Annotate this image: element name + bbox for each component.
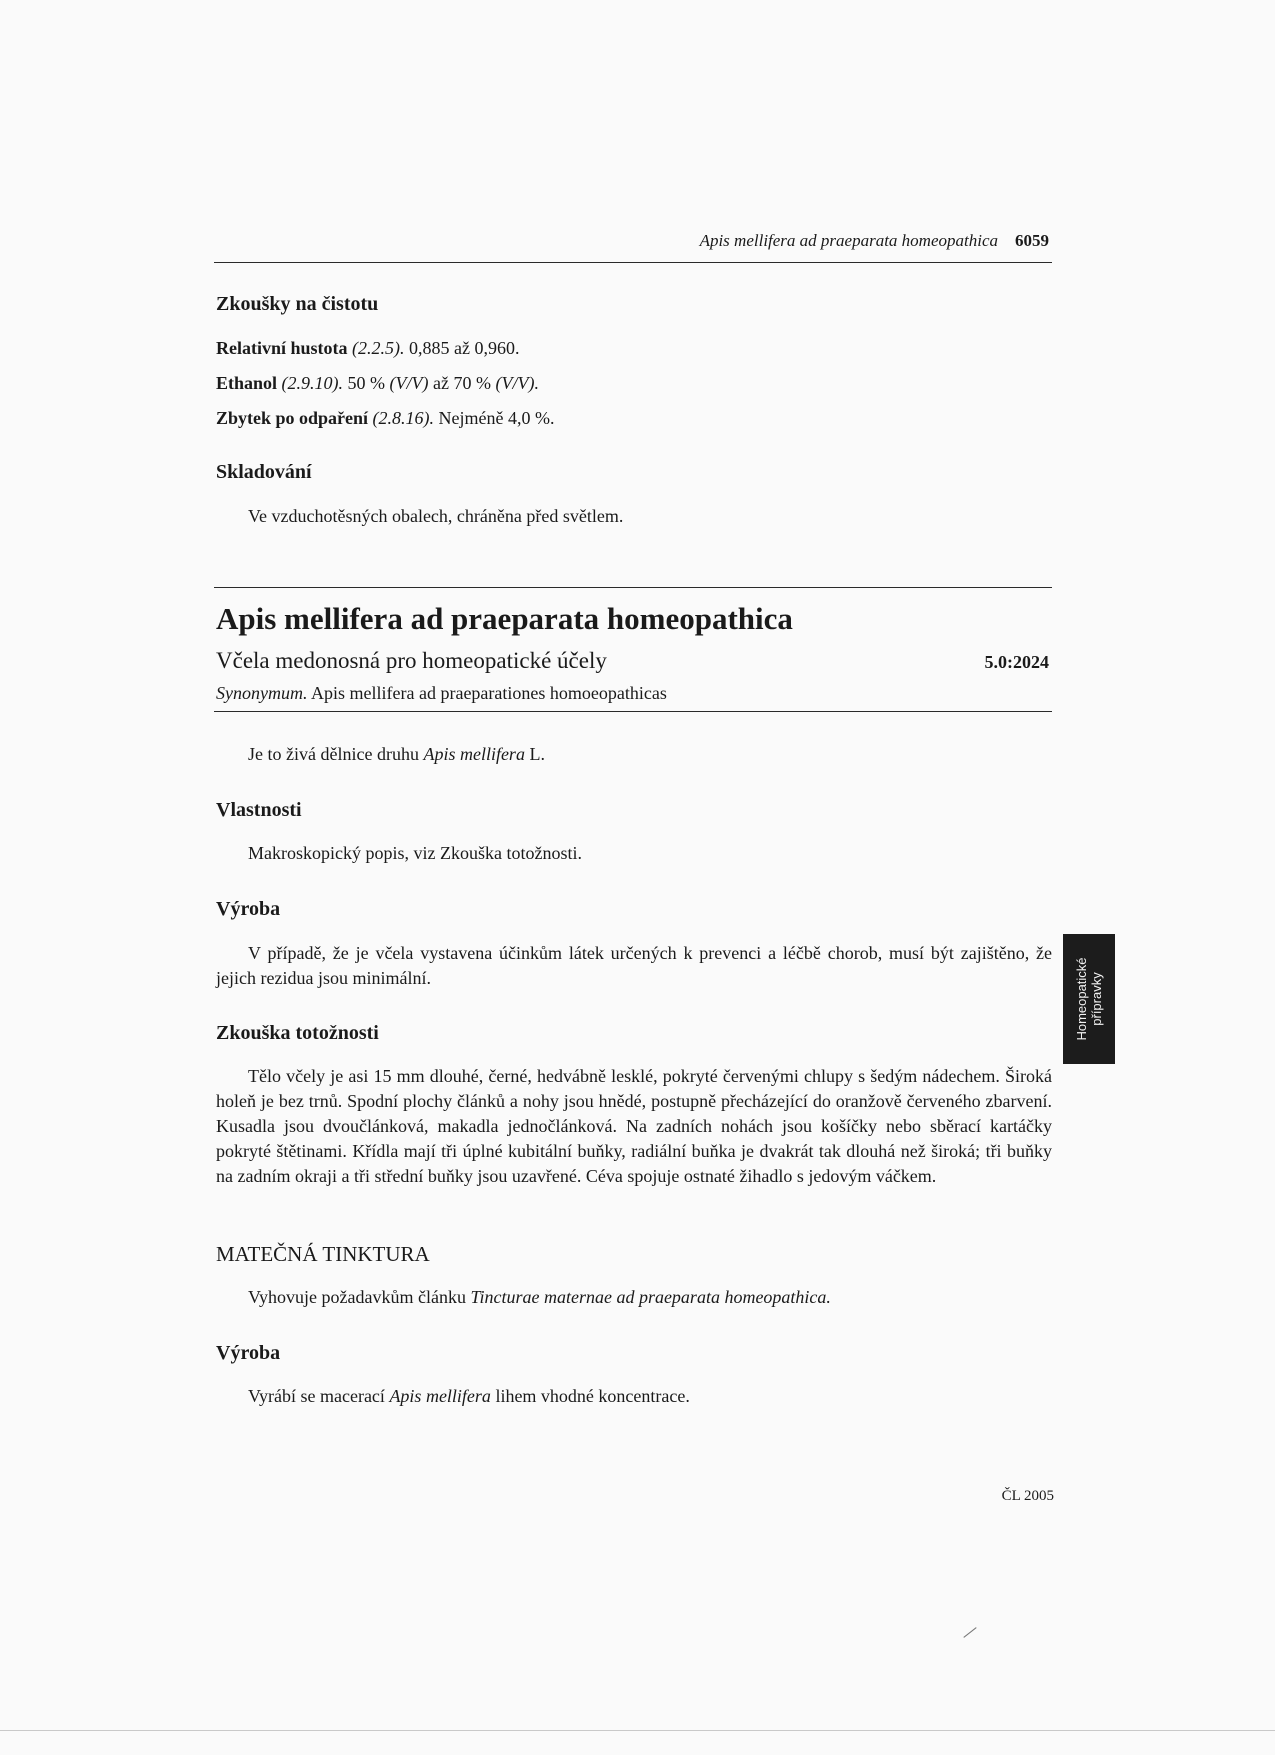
mother-tincture-pre: Vyhovuje požadavkům článku <box>248 1287 466 1307</box>
storage-text: Ve vzduchotěsných obalech, chráněna před světlem. <box>248 506 624 526</box>
residue-ref: (2.8.16). <box>372 408 435 428</box>
relative-density-ref: (2.2.5). <box>352 338 405 358</box>
production2-heading: Výroba <box>216 1342 281 1364</box>
page-edge-line <box>0 1730 1275 1731</box>
thumb-tab-line-1: Homeopatické <box>1074 957 1089 1041</box>
definition-line <box>248 744 545 765</box>
monograph-subtitle: Včela medonosná pro homeopatické účely <box>216 648 607 673</box>
residue-value: Nejméně 4,0 %. <box>438 408 555 428</box>
monograph-version: 5.0:2024 <box>984 652 1049 672</box>
production2-pre: Vyrábí se macerací <box>248 1386 385 1406</box>
identification-paragraph <box>216 1064 1052 1189</box>
definition-post: L. <box>529 744 545 764</box>
page-number: 6059 <box>1015 231 1049 250</box>
ethanol-label: Ethanol <box>216 373 278 393</box>
ethanol-mid: až 70 % <box>433 373 491 393</box>
production2-species: Apis mellifera <box>389 1386 491 1406</box>
production2-line <box>248 1386 690 1407</box>
relative-density-value: 0,885 až 0,960. <box>409 338 520 358</box>
monograph-title: Apis mellifera ad praeparata homeopathica <box>216 601 793 636</box>
section-thumb-tab <box>1063 934 1115 1064</box>
mother-tincture-ref: Tincturae maternae ad praeparata homeopathica. <box>470 1287 831 1307</box>
synonym-line <box>216 683 667 704</box>
ethanol-unit-1: (V/V) <box>389 373 429 393</box>
monograph-top-rule <box>214 587 1052 588</box>
synonym-text: Apis mellifera ad praeparationes homoeopathicas <box>311 683 667 703</box>
characters-heading: Vlastnosti <box>216 799 302 821</box>
scan-mark <box>963 1627 976 1638</box>
thumb-tab-line-2: přípravky <box>1089 972 1104 1026</box>
mother-tincture-line <box>248 1287 831 1308</box>
ethanol-unit-2: (V/V). <box>495 373 539 393</box>
characters-text: Makroskopický popis, viz Zkouška totožnosti. <box>248 843 582 863</box>
synonym-label: Synonymum. <box>216 683 308 703</box>
definition-species: Apis mellifera <box>423 744 525 764</box>
ethanol-line <box>216 373 539 394</box>
mother-tincture-heading: MATEČNÁ TINKTURA <box>216 1242 430 1266</box>
relative-density-label: Relativní hustota <box>216 338 348 358</box>
footer-edition: ČL 2005 <box>1001 1488 1054 1504</box>
production2-post: lihem vhodné koncentrace. <box>495 1386 690 1406</box>
purity-heading: Zkoušky na čistotu <box>216 293 379 315</box>
relative-density-line <box>216 338 520 359</box>
production-paragraph <box>216 941 1052 991</box>
ethanol-value-1: 50 % <box>347 373 386 393</box>
identification-heading: Zkouška totožnosti <box>216 1022 379 1044</box>
production-heading: Výroba <box>216 898 281 920</box>
section-thumb-tab-label <box>1074 957 1104 1040</box>
header-rule <box>214 262 1052 263</box>
identification-text: Tělo včely je asi 15 mm dlouhé, černé, hedvábně lesklé, pokryté červenými chlupy s šedým nádechem. Široká holeň je bez trnů. Spodní plochy článků a nohy jsou hnědé, postupně přecházející do oranžově červeného zbarvení. Kusadla jsou dvoučlánková, makadla jednočlánková. Na zadních nohách jsou košíčky nebo sběrací kartáčky pokryté štětinami. Křídla mají tři úplné kubitální buňky, radiální buňka je dvakrát tak dlouhá než široká; tři buňky na zadním okraji a tři střední buňky jsou uzavřené. Céva spojuje ostnaté žihadlo s jedovým váčkem. <box>216 1066 1052 1186</box>
storage-heading: Skladování <box>216 461 312 483</box>
definition-pre: Je to živá dělnice druhu <box>248 744 419 764</box>
residue-label: Zbytek po odpaření <box>216 408 369 428</box>
production-text: V případě, že je včela vystavena účinkům látek určených k prevenci a léčbě chorob, musí být zajištěno, že jejich rezidua jsou minimální. <box>216 943 1052 988</box>
ethanol-ref: (2.9.10). <box>281 373 344 393</box>
running-title: Apis mellifera ad praeparata homeopathica <box>699 231 998 250</box>
running-header <box>700 231 1049 251</box>
monograph-bottom-rule <box>214 711 1052 712</box>
residue-line <box>216 408 555 429</box>
